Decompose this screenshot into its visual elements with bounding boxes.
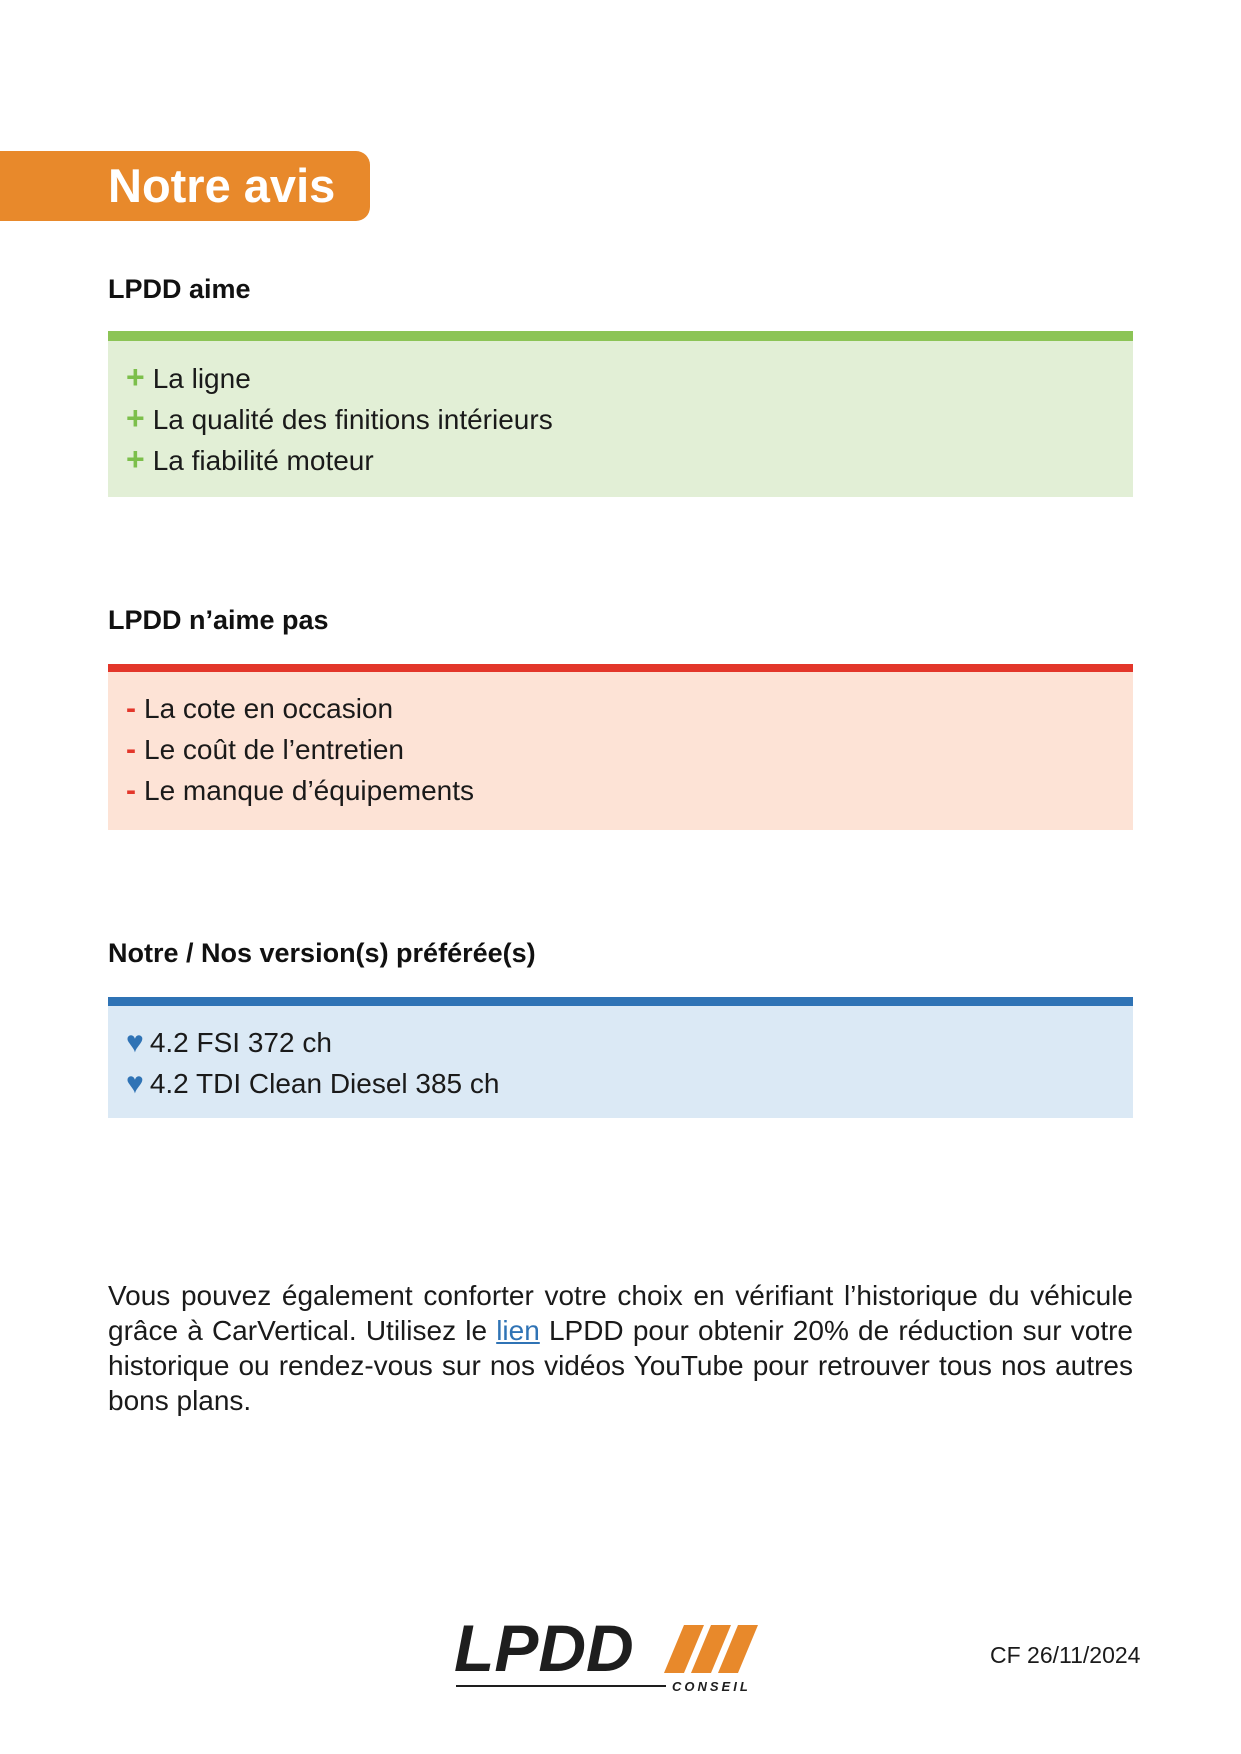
list-item: ♥ 4.2 FSI 372 ch (126, 1022, 1133, 1063)
list-item: + La ligne (126, 357, 1133, 398)
plus-icon: + (126, 400, 145, 436)
list-item: - La cote en occasion (126, 688, 1133, 729)
likes-heading: LPDD aime (108, 274, 251, 304)
versions-box (108, 997, 1133, 1118)
list-item: + La fiabilité moteur (126, 439, 1133, 480)
carvertical-link[interactable]: lien (496, 1315, 540, 1346)
logo-subtitle: CONSEIL (672, 1679, 751, 1694)
heart-icon: ♥ (126, 1026, 144, 1059)
info-paragraph: Vous pouvez également conforter votre choix en vérifiant l’historique du véhicule grâce à CarVertical. Utilisez le lien LPDD pour obtenir 20% de réduction sur votre historique ou rendez-vous sur nos vidéos YouTube pour retrouver tous nos autres bons plans. (108, 1280, 1133, 1416)
list-item: + La qualité des finitions intérieurs (126, 398, 1133, 439)
heart-icon: ♥ (126, 1067, 144, 1100)
logo-text: LPDD (454, 1615, 634, 1685)
dislikes-heading: LPDD n’aime pas (108, 605, 329, 635)
plus-icon: + (126, 359, 145, 395)
versions-heading: Notre / Nos version(s) préférée(s) (108, 938, 536, 968)
page-title: Notre avis (0, 151, 370, 221)
minus-icon: - (126, 692, 136, 725)
likes-box (108, 331, 1133, 497)
list-item: - Le manque d’équipements (126, 770, 1133, 811)
footer-date: CF 26/11/2024 (990, 1642, 1141, 1668)
dislikes-box (108, 664, 1133, 830)
minus-icon: - (126, 733, 136, 766)
plus-icon: + (126, 441, 145, 477)
minus-icon: - (126, 774, 136, 807)
lpdd-logo (452, 1615, 792, 1695)
list-item: - Le coût de l’entretien (126, 729, 1133, 770)
list-item: ♥ 4.2 TDI Clean Diesel 385 ch (126, 1063, 1133, 1104)
